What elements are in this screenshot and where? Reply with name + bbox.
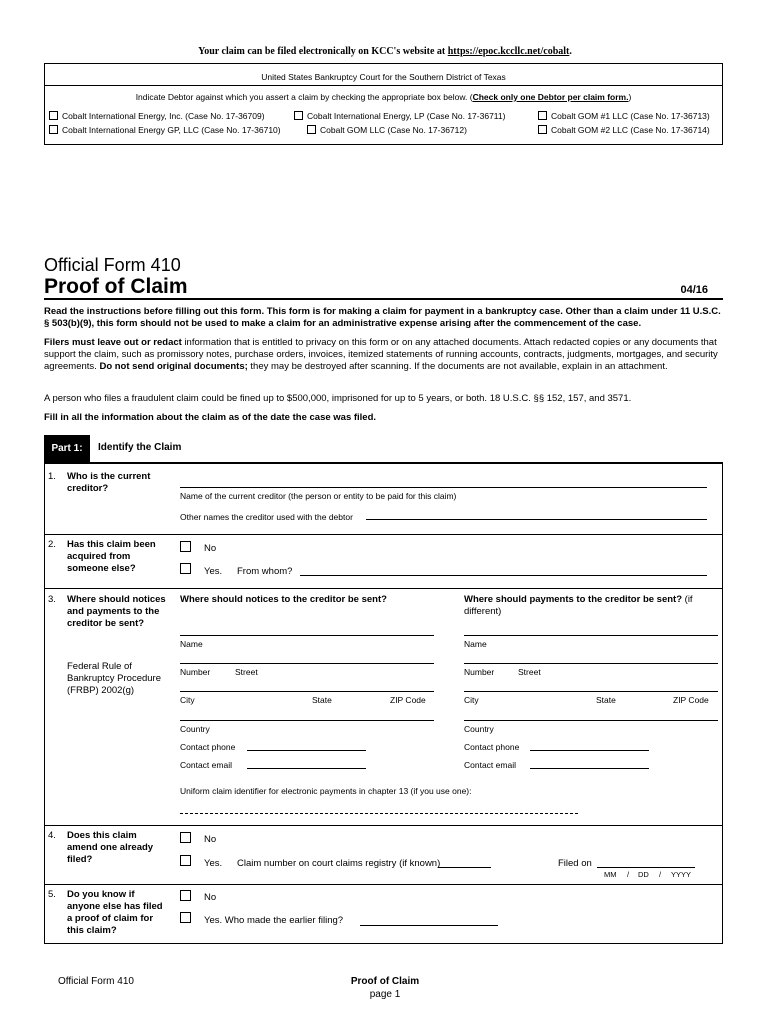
section-divider — [44, 534, 723, 535]
from-whom-label: From whom? — [237, 566, 293, 577]
question-earlier-filing: Do you know if anyone else has filed a proof of claim for this claim? — [67, 889, 163, 936]
question-number: 3. — [48, 594, 56, 605]
notice-name-input[interactable] — [180, 635, 434, 636]
intro-redaction: Filers must leave out or redact information that is entitled to privacy on this form or on any attached documents. Attach redacted copies or any documents that support the claim, such as promissory notes, purchase orders, invoices, itemized statements of running accounts, contracts, judgments, mortgages, and security agreements. Do not send original documents; they may be destroyed after scanning. If the documents are not available, explain in an attachment. — [44, 337, 718, 372]
footer-form-number: Official Form 410 — [58, 976, 134, 987]
notice-name-label: Name — [180, 639, 203, 649]
debtor-selection-box — [44, 63, 723, 145]
date-dd-label: DD — [638, 870, 649, 879]
form-number: Official Form 410 — [44, 255, 181, 275]
intro-fill-in: Fill in all the information about the claim as of the date the case was filed. — [44, 412, 377, 423]
payment-zip-label: ZIP Code — [673, 695, 709, 705]
court-name: United States Bankruptcy Court for the Southern District of Texas — [261, 72, 506, 82]
payment-street-input[interactable] — [464, 663, 718, 664]
claim-number-input[interactable] — [438, 867, 491, 868]
payment-contact-email-input[interactable] — [530, 768, 649, 769]
filed-on-date-input[interactable] — [597, 867, 695, 868]
uniform-claim-id-input[interactable] — [180, 813, 578, 814]
question-amend: Does this claim amend one already filed? — [67, 830, 154, 865]
form-title: Proof of Claim — [44, 275, 188, 298]
debtor-option-cobalt-gom[interactable]: Cobalt GOM LLC (Case No. 17-36712) — [307, 125, 467, 135]
debtor-option-cobalt-intl-energy-gp[interactable]: Cobalt International Energy GP, LLC (Case No. 17-36710) — [49, 125, 281, 135]
notice-state-label: State — [312, 695, 332, 705]
notice-city-input[interactable] — [180, 691, 434, 692]
question-notices-payments: Where should notices and payments to the creditor be sent? — [67, 594, 166, 629]
date-mm-label: MM — [604, 870, 617, 879]
payment-contact-phone-input[interactable] — [530, 750, 649, 751]
checkbox-icon[interactable] — [294, 111, 303, 120]
payment-name-label: Name — [464, 639, 487, 649]
q2-no-label: No — [204, 543, 217, 554]
debtor-instruction: Indicate Debtor against which you assert a claim by checking the appropriate box below. (Check only one Debtor per claim form.) — [135, 92, 632, 102]
notice-contact-phone-input[interactable] — [247, 750, 366, 751]
uniform-claim-id-label: Uniform claim identifier for electronic payments in chapter 13 (if you use one): — [180, 786, 472, 796]
payment-city-label: City — [464, 695, 479, 705]
checkbox-icon[interactable] — [49, 125, 58, 134]
payment-state-label: State — [596, 695, 616, 705]
q5-no-label: No — [204, 892, 217, 903]
from-whom-input[interactable] — [300, 575, 707, 576]
notice-contact-email-input[interactable] — [247, 768, 366, 769]
creditor-name-input[interactable] — [180, 487, 707, 488]
footer-center — [330, 975, 440, 1001]
intro-fraud-warning: A person who files a fraudulent claim could be fined up to $500,000, imprisoned for up to 5 years, or both. 18 U.S.C. §§ 152, 157, and 3571. — [44, 393, 632, 404]
debtor-option-cobalt-gom-1[interactable]: Cobalt GOM #1 LLC (Case No. 17-36713) — [538, 111, 710, 121]
question-number: 5. — [48, 889, 56, 900]
question-number: 1. — [48, 471, 56, 482]
notice-number-label: Number — [180, 667, 211, 677]
other-names-input[interactable] — [366, 519, 707, 520]
part-1-title: Identify the Claim — [98, 442, 182, 453]
payment-name-input[interactable] — [464, 635, 718, 636]
q4-no-label: No — [204, 834, 217, 845]
notice-street-label: Street — [235, 667, 258, 677]
q2-no-checkbox[interactable] — [180, 541, 191, 552]
q5-no-checkbox[interactable] — [180, 890, 191, 901]
payment-street-label: Street — [518, 667, 541, 677]
earlier-filer-input[interactable] — [360, 925, 498, 926]
checkbox-icon[interactable] — [538, 111, 547, 120]
q4-yes-checkbox[interactable] — [180, 855, 191, 866]
checkbox-icon[interactable] — [538, 125, 547, 134]
q4-no-checkbox[interactable] — [180, 832, 191, 843]
q2-yes-label: Yes. — [204, 566, 223, 577]
notice-city-label: City — [180, 695, 195, 705]
q4-yes-label: Yes. — [204, 858, 223, 869]
payment-country-input[interactable] — [464, 720, 718, 721]
question-number: 4. — [48, 830, 56, 841]
notice-zip-label: ZIP Code — [390, 695, 426, 705]
notice-country-input[interactable] — [180, 720, 434, 721]
notice-country-label: Country — [180, 724, 210, 734]
payment-city-input[interactable] — [464, 691, 718, 692]
q5-yes-checkbox[interactable] — [180, 912, 191, 923]
creditor-name-label: Name of the current creditor (the person or entity to be paid for this claim) — [180, 491, 457, 501]
section-divider — [44, 884, 723, 885]
form-revision-date: 04/16 — [680, 284, 708, 296]
notice-contact-email-label: Contact email — [180, 760, 232, 770]
frbp-reference: Federal Rule of Bankruptcy Procedure (FRBP) 2002(g) — [67, 661, 161, 696]
checkbox-icon[interactable] — [307, 125, 316, 134]
electronic-filing-note: Your claim can be filed electronically on KCC's website at https://epoc.kccllc.net/cobalt. — [198, 46, 572, 57]
section-divider — [44, 825, 723, 826]
title-rule — [44, 298, 723, 300]
question-number: 2. — [48, 539, 56, 550]
question-acquired: Has this claim been acquired from someone else? — [67, 539, 156, 574]
kcc-filing-link[interactable]: https://epoc.kccllc.net/cobalt — [447, 46, 570, 57]
debtor-option-cobalt-intl-energy-lp[interactable]: Cobalt International Energy, LP (Case No. 17-36711) — [294, 111, 505, 121]
notices-heading: Where should notices to the creditor be sent? — [180, 594, 387, 605]
footer-title: Proof of Claim — [350, 976, 420, 987]
notice-street-input[interactable] — [180, 663, 434, 664]
payments-heading: Where should payments to the creditor be sent? (if different) — [464, 594, 693, 617]
notice-contact-phone-label: Contact phone — [180, 742, 236, 752]
debtor-option-cobalt-intl-energy-inc[interactable]: Cobalt International Energy, Inc. (Case No. 17-36709) — [49, 111, 265, 121]
part-1-label: Part 1: — [44, 435, 90, 462]
checkbox-icon[interactable] — [49, 111, 58, 120]
payment-contact-phone-label: Contact phone — [464, 742, 520, 752]
divider — [45, 85, 722, 86]
payment-contact-email-label: Contact email — [464, 760, 516, 770]
date-sep: / — [659, 870, 662, 879]
question-current-creditor: Who is the current creditor? — [67, 471, 151, 494]
q5-yes-label: Yes. Who made the earlier filing? — [204, 915, 344, 926]
payment-country-label: Country — [464, 724, 494, 734]
claim-number-label: Claim number on court claims registry (if known) — [237, 858, 441, 869]
page-number: page 1 — [369, 989, 401, 1000]
intro-instructions: Read the instructions before filling out this form. This form is for making a claim for payment in a bankruptcy case. Other than a claim under 11 U.S.C. § 503(b)(9), this form should not be used to make a claim for an administrative expense arising after the commencement of the case. — [44, 306, 721, 329]
q2-yes-checkbox[interactable] — [180, 563, 191, 574]
debtor-option-cobalt-gom-2[interactable]: Cobalt GOM #2 LLC (Case No. 17-36714) — [538, 125, 710, 135]
date-sep: / — [627, 870, 630, 879]
payment-number-label: Number — [464, 667, 495, 677]
date-yyyy-label: YYYY — [671, 870, 692, 879]
other-names-label: Other names the creditor used with the debtor — [180, 512, 353, 522]
section-divider — [44, 588, 723, 589]
filed-on-label: Filed on — [558, 858, 592, 869]
